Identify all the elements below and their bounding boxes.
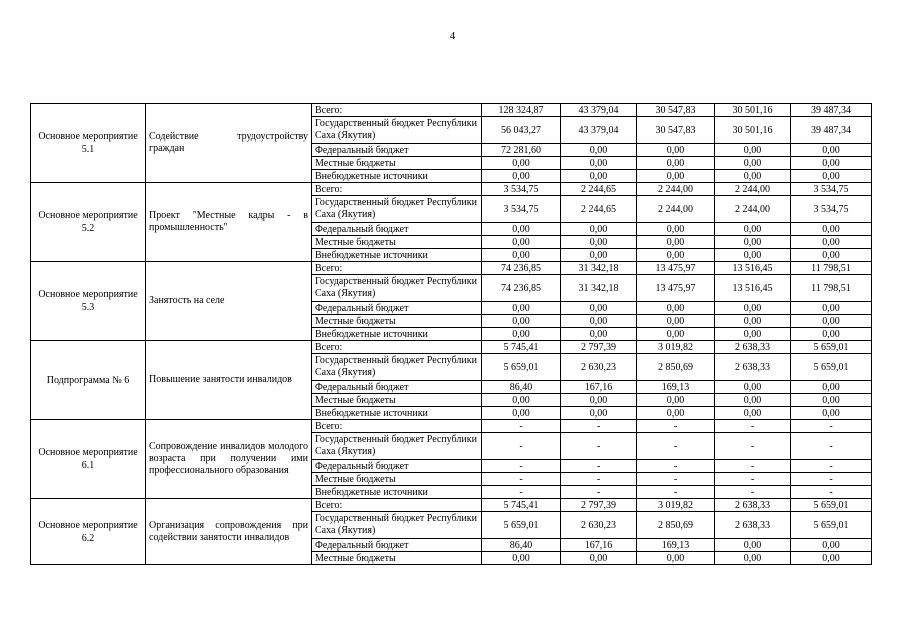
value-cell: -	[482, 420, 561, 433]
value-cell: 0,00	[482, 552, 561, 565]
value-cell: 86,40	[482, 381, 561, 394]
program-name-cell: Основное мероприятие 5.2	[31, 183, 146, 262]
program-name-cell: Подпрограмма № 6	[31, 341, 146, 420]
value-cell: 167,16	[561, 539, 637, 552]
value-cell: 5 659,01	[791, 354, 872, 381]
value-cell: 0,00	[561, 236, 637, 249]
funding-source-cell: Государственный бюджет Республики Саха (Якутия)	[312, 196, 482, 223]
value-cell: 0,00	[715, 249, 791, 262]
value-cell: 0,00	[791, 249, 872, 262]
value-cell: -	[637, 486, 715, 499]
table-row	[31, 262, 872, 275]
budget-table	[30, 103, 872, 565]
value-cell: 0,00	[791, 381, 872, 394]
value-cell: -	[715, 473, 791, 486]
value-cell: 3 534,75	[482, 196, 561, 223]
value-cell: 0,00	[482, 394, 561, 407]
funding-source-cell: Государственный бюджет Республики Саха (Якутия)	[312, 275, 482, 302]
value-cell: 0,00	[482, 315, 561, 328]
value-cell: 2 797,39	[561, 499, 637, 512]
value-cell: 0,00	[637, 315, 715, 328]
value-cell: 2 244,00	[715, 196, 791, 223]
program-description-cell: Занятость на селе	[146, 262, 312, 341]
value-cell: 5 659,01	[791, 512, 872, 539]
value-cell: 0,00	[791, 552, 872, 565]
value-cell: 3 534,75	[791, 196, 872, 223]
value-cell: 0,00	[482, 249, 561, 262]
value-cell: 43 379,04	[561, 117, 637, 144]
table-row	[31, 420, 872, 433]
value-cell: -	[561, 433, 637, 460]
value-cell: 0,00	[715, 539, 791, 552]
value-cell: 0,00	[791, 170, 872, 183]
program-name-cell: Основное мероприятие 6.2	[31, 499, 146, 565]
program-description-cell: Повышение занятости инвалидов	[146, 341, 312, 420]
value-cell: 13 475,97	[637, 262, 715, 275]
value-cell: 5 659,01	[482, 354, 561, 381]
value-cell: 5 745,41	[482, 341, 561, 354]
value-cell: 3 534,75	[791, 183, 872, 196]
value-cell: 0,00	[637, 328, 715, 341]
value-cell: 30 547,83	[637, 117, 715, 144]
value-cell: 0,00	[715, 236, 791, 249]
funding-source-cell: Местные бюджеты	[312, 157, 482, 170]
value-cell: 0,00	[561, 552, 637, 565]
value-cell: 13 516,45	[715, 275, 791, 302]
value-cell: 0,00	[715, 552, 791, 565]
value-cell: -	[637, 473, 715, 486]
value-cell: 0,00	[482, 157, 561, 170]
value-cell: 0,00	[715, 328, 791, 341]
value-cell: 0,00	[561, 302, 637, 315]
value-cell: 0,00	[715, 394, 791, 407]
table-row	[31, 341, 872, 354]
value-cell: 0,00	[791, 236, 872, 249]
budget-table-body	[31, 104, 872, 565]
table-row	[31, 183, 872, 196]
value-cell: 86,40	[482, 539, 561, 552]
value-cell: 3 019,82	[637, 499, 715, 512]
value-cell: -	[637, 460, 715, 473]
value-cell: 0,00	[715, 223, 791, 236]
value-cell: 0,00	[561, 144, 637, 157]
funding-source-cell: Всего:	[312, 499, 482, 512]
value-cell: 74 236,85	[482, 275, 561, 302]
funding-source-cell: Всего:	[312, 262, 482, 275]
funding-source-cell: Государственный бюджет Республики Саха (Якутия)	[312, 512, 482, 539]
program-description-cell: Сопровождение инвалидов молодого возраста при получении ими профессионального образования	[146, 420, 312, 499]
value-cell: 0,00	[637, 223, 715, 236]
funding-source-cell: Местные бюджеты	[312, 315, 482, 328]
funding-source-cell: Местные бюджеты	[312, 394, 482, 407]
funding-source-cell: Местные бюджеты	[312, 236, 482, 249]
value-cell: 0,00	[715, 144, 791, 157]
value-cell: 2 850,69	[637, 512, 715, 539]
value-cell: 2 244,65	[561, 183, 637, 196]
value-cell: 0,00	[791, 407, 872, 420]
value-cell: -	[482, 433, 561, 460]
value-cell: 13 475,97	[637, 275, 715, 302]
value-cell: -	[791, 460, 872, 473]
value-cell: 2 244,65	[561, 196, 637, 223]
value-cell: 0,00	[561, 223, 637, 236]
program-description-cell: Проект "Местные кадры - в промышленность"	[146, 183, 312, 262]
value-cell: -	[791, 473, 872, 486]
value-cell: -	[561, 460, 637, 473]
table-row	[31, 499, 872, 512]
value-cell: -	[715, 460, 791, 473]
value-cell: -	[637, 433, 715, 460]
funding-source-cell: Внебюджетные источники	[312, 170, 482, 183]
value-cell: 30 501,16	[715, 104, 791, 117]
value-cell: 2 638,33	[715, 512, 791, 539]
value-cell: 169,13	[637, 381, 715, 394]
value-cell: -	[561, 473, 637, 486]
value-cell: 0,00	[637, 144, 715, 157]
funding-source-cell: Федеральный бюджет	[312, 144, 482, 157]
value-cell: 0,00	[791, 144, 872, 157]
funding-source-cell: Местные бюджеты	[312, 552, 482, 565]
funding-source-cell: Государственный бюджет Республики Саха (Якутия)	[312, 117, 482, 144]
funding-source-cell: Всего:	[312, 420, 482, 433]
value-cell: 2 630,23	[561, 512, 637, 539]
value-cell: 0,00	[637, 236, 715, 249]
value-cell: 30 547,83	[637, 104, 715, 117]
program-name-cell: Основное мероприятие 6.1	[31, 420, 146, 499]
value-cell: 3 019,82	[637, 341, 715, 354]
funding-source-cell: Внебюджетные источники	[312, 328, 482, 341]
value-cell: 0,00	[637, 170, 715, 183]
value-cell: 0,00	[637, 157, 715, 170]
value-cell: -	[637, 420, 715, 433]
value-cell: 5 659,01	[482, 512, 561, 539]
value-cell: -	[561, 420, 637, 433]
value-cell: 0,00	[791, 223, 872, 236]
value-cell: 72 281,60	[482, 144, 561, 157]
value-cell: 0,00	[715, 157, 791, 170]
program-name-cell: Основное мероприятие 5.1	[31, 104, 146, 183]
value-cell: 2 244,00	[637, 196, 715, 223]
value-cell: 2 850,69	[637, 354, 715, 381]
value-cell: 0,00	[561, 328, 637, 341]
value-cell: 0,00	[715, 302, 791, 315]
funding-source-cell: Федеральный бюджет	[312, 539, 482, 552]
funding-source-cell: Внебюджетные источники	[312, 249, 482, 262]
value-cell: 0,00	[561, 407, 637, 420]
program-description-cell: Организация сопровождения при содействии занятости инвалидов	[146, 499, 312, 565]
value-cell: 0,00	[482, 236, 561, 249]
value-cell: 30 501,16	[715, 117, 791, 144]
value-cell: -	[482, 473, 561, 486]
value-cell: 169,13	[637, 539, 715, 552]
value-cell: 56 043,27	[482, 117, 561, 144]
funding-source-cell: Федеральный бюджет	[312, 302, 482, 315]
value-cell: 2 638,33	[715, 341, 791, 354]
value-cell: 74 236,85	[482, 262, 561, 275]
value-cell: -	[791, 433, 872, 460]
value-cell: 0,00	[482, 223, 561, 236]
value-cell: 0,00	[637, 302, 715, 315]
value-cell: 31 342,18	[561, 262, 637, 275]
funding-source-cell: Государственный бюджет Республики Саха (Якутия)	[312, 433, 482, 460]
value-cell: 2 638,33	[715, 354, 791, 381]
value-cell: 0,00	[715, 381, 791, 394]
value-cell: 0,00	[482, 328, 561, 341]
value-cell: 31 342,18	[561, 275, 637, 302]
value-cell: 0,00	[791, 157, 872, 170]
value-cell: 2 244,00	[637, 183, 715, 196]
value-cell: 0,00	[482, 170, 561, 183]
value-cell: 0,00	[637, 249, 715, 262]
funding-source-cell: Государственный бюджет Республики Саха (Якутия)	[312, 354, 482, 381]
value-cell: 0,00	[791, 328, 872, 341]
value-cell: 2 630,23	[561, 354, 637, 381]
value-cell: 39 487,34	[791, 104, 872, 117]
value-cell: 0,00	[561, 249, 637, 262]
value-cell: 2 638,33	[715, 499, 791, 512]
value-cell: 5 745,41	[482, 499, 561, 512]
value-cell: 167,16	[561, 381, 637, 394]
funding-source-cell: Всего:	[312, 183, 482, 196]
value-cell: 11 798,51	[791, 262, 872, 275]
value-cell: 0,00	[715, 407, 791, 420]
value-cell: 0,00	[791, 539, 872, 552]
value-cell: 0,00	[482, 407, 561, 420]
value-cell: 0,00	[715, 170, 791, 183]
value-cell: 2 244,00	[715, 183, 791, 196]
value-cell: 0,00	[637, 394, 715, 407]
table-row	[31, 104, 872, 117]
value-cell: -	[791, 420, 872, 433]
value-cell: 11 798,51	[791, 275, 872, 302]
value-cell: 43 379,04	[561, 104, 637, 117]
funding-source-cell: Федеральный бюджет	[312, 223, 482, 236]
value-cell: 128 324,87	[482, 104, 561, 117]
value-cell: 0,00	[482, 302, 561, 315]
value-cell: 0,00	[791, 394, 872, 407]
value-cell: 2 797,39	[561, 341, 637, 354]
value-cell: -	[791, 486, 872, 499]
value-cell: 5 659,01	[791, 341, 872, 354]
funding-source-cell: Федеральный бюджет	[312, 381, 482, 394]
value-cell: -	[715, 433, 791, 460]
value-cell: -	[482, 486, 561, 499]
funding-source-cell: Федеральный бюджет	[312, 460, 482, 473]
value-cell: 0,00	[561, 157, 637, 170]
funding-source-cell: Местные бюджеты	[312, 473, 482, 486]
value-cell: 0,00	[791, 315, 872, 328]
funding-source-cell: Внебюджетные источники	[312, 486, 482, 499]
value-cell: 0,00	[561, 315, 637, 328]
value-cell: -	[561, 486, 637, 499]
value-cell: 0,00	[637, 407, 715, 420]
value-cell: 0,00	[561, 170, 637, 183]
funding-source-cell: Всего:	[312, 341, 482, 354]
value-cell: -	[715, 486, 791, 499]
funding-source-cell: Всего:	[312, 104, 482, 117]
value-cell: 39 487,34	[791, 117, 872, 144]
value-cell: 0,00	[561, 394, 637, 407]
value-cell: 0,00	[791, 302, 872, 315]
value-cell: 5 659,01	[791, 499, 872, 512]
value-cell: -	[482, 460, 561, 473]
funding-source-cell: Внебюджетные источники	[312, 407, 482, 420]
value-cell: -	[715, 420, 791, 433]
value-cell: 0,00	[637, 552, 715, 565]
value-cell: 13 516,45	[715, 262, 791, 275]
program-name-cell: Основное мероприятие 5.3	[31, 262, 146, 341]
value-cell: 3 534,75	[482, 183, 561, 196]
program-description-cell: Содействие трудоустройству граждан	[146, 104, 312, 183]
value-cell: 0,00	[715, 315, 791, 328]
page-number: 4	[449, 30, 456, 42]
